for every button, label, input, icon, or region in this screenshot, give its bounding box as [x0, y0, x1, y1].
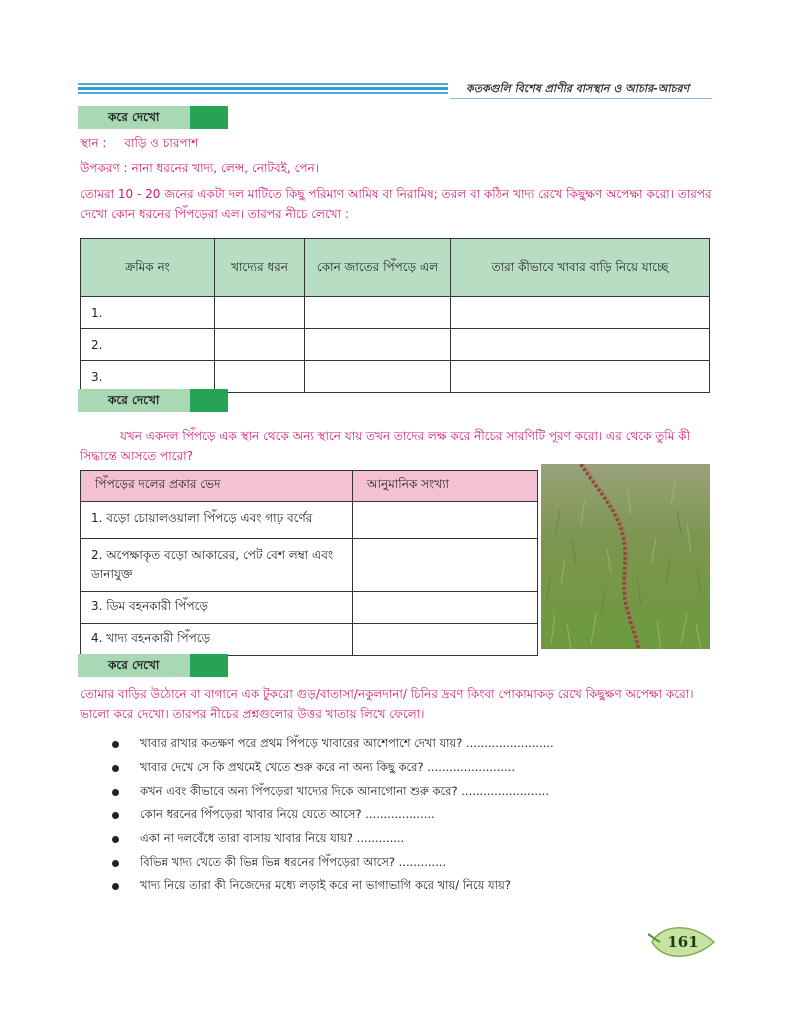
table-header-cell: ক্রমিক নং	[81, 239, 215, 297]
section-tag	[78, 654, 228, 677]
list-item: কখন এবং কীভাবে অন্য পিঁপড়েরা খাদ্যের দিকে আনাগোনা শুরু করে? ........................	[112, 780, 712, 804]
list-item: খাবার দেখে সে কি প্রথমেই খেতে শুরু করে না অন্য কিছু করে? ........................	[112, 757, 712, 781]
ant-group-table	[80, 470, 538, 656]
list-item: কোন ধরনের পিঁপড়েরা খাবার নিয়ে যেতে আসে? ...................	[112, 804, 712, 828]
list-item: খাদ্য নিয়ে তারা কী নিজেদের মধ্যে লড়াই করে না ভাগাভাগি করে খায়/ নিয়ে যায়?	[112, 875, 712, 899]
material-value: নানা ধরনের খাদ্য, লেন্স, নোটবই, পেন।	[131, 161, 319, 175]
section-tag-label: করে দেখো	[78, 654, 190, 677]
ant-trail-photo	[541, 464, 710, 649]
table-header-cell: পিঁপড়ের দলের প্রকার ভেদ	[81, 471, 353, 502]
ant-type-cell: 3. ডিম বহনকারী পিঁপড়ে	[81, 592, 353, 624]
row-number: 3.	[81, 361, 215, 393]
question-list	[112, 733, 712, 899]
blank-cell[interactable]	[305, 361, 451, 393]
section-tag	[78, 389, 228, 412]
table-row	[81, 624, 538, 656]
row-number: 1.	[81, 297, 215, 329]
food-ant-table	[80, 238, 710, 393]
bullet-icon	[112, 741, 119, 748]
header-rule	[78, 83, 448, 97]
table-row	[81, 329, 710, 361]
blank-cell[interactable]	[305, 297, 451, 329]
section-tag-accent	[190, 389, 228, 412]
table-header-row	[81, 471, 538, 502]
page-number: 161	[667, 933, 699, 951]
ant-type-cell: 4. খাদ্য বহনকারী পিঁপড়ে	[81, 624, 353, 656]
section-tag-label: করে দেখো	[78, 389, 190, 412]
table-row	[81, 361, 710, 393]
place-label: স্থান :	[80, 136, 107, 150]
section1-instruction: তোমরা 10 - 20 জনের একটা দল মাটিতে কিছু পরিমাণ আমিষ বা নিরামিষ; তরল বা কঠিন খাদ্য রেখে কিছুক্ষণ অপেক্ষা করো। তারপর দেখো কোন ধরনের পিঁপড়েরা এল। তারপর নীচে লেখো :	[80, 187, 712, 221]
table-header-cell: কোন জাতের পিঁপড়ে এল	[305, 239, 451, 297]
chapter-title: কতকগুলি বিশেষ প্রাণীর বাসস্থান ও আচার-আচরণ	[466, 82, 690, 95]
ant-type-cell: 1. বড়ো চোয়ালওয়ালা পিঁপড়ে এবং গাঢ় বর্ণের	[81, 502, 353, 539]
table-header-cell: খাদ্যের ধরন	[215, 239, 305, 297]
place-value: বাড়ি ও চারপাশ	[124, 136, 199, 150]
page-number-badge	[648, 920, 718, 964]
list-item: বিভিন্ন খাদ্য খেতে কী ভিন্ন ভিন্ন ধরনের পিঁপড়েরা আসে? .............	[112, 851, 712, 875]
material-label: উপকরণ :	[80, 161, 128, 175]
table-header-cell: আনুমানিক সংখ্যা	[353, 471, 538, 502]
bullet-icon	[112, 883, 119, 890]
blank-cell[interactable]	[353, 539, 538, 592]
bullet-icon	[112, 765, 119, 772]
table-header-cell: তারা কীভাবে খাবার বাড়ি নিয়ে যাচ্ছে	[451, 239, 710, 297]
bullet-icon	[112, 812, 119, 819]
blank-cell[interactable]	[215, 361, 305, 393]
blank-cell[interactable]	[451, 361, 710, 393]
bullet-icon	[112, 836, 119, 843]
blank-cell[interactable]	[305, 329, 451, 361]
section-tag	[78, 106, 228, 129]
list-item: খাবার রাখার কতক্ষণ পরে প্রথম পিঁপড়ে খাবারের আশেপাশে দেখা যায়? ........................	[112, 733, 712, 757]
section2-instruction: যখন একদল পিঁপড়ে এক স্থান থেকে অন্য স্থানে যায় তখন তাদের লক্ষ করে নীচের সারণিটি পূরণ করো। এর থেকে তুমি কী সিদ্ধান্তে আসতে পারো?	[80, 429, 691, 463]
list-item: একা না দলবেঁধে তারা বাসায় খাবার নিয়ে যায়? .............	[112, 828, 712, 852]
bullet-icon	[112, 789, 119, 796]
blank-cell[interactable]	[215, 329, 305, 361]
blank-cell[interactable]	[353, 592, 538, 624]
table-row	[81, 502, 538, 539]
section-tag-accent	[190, 654, 228, 677]
ant-type-cell: 2. অপেক্ষাকৃত বড়ো আকারের, পেট বেশ লম্বা এবং ডানাযুক্ত	[81, 539, 353, 592]
row-number: 2.	[81, 329, 215, 361]
section-tag-accent	[190, 106, 228, 129]
blank-cell[interactable]	[353, 502, 538, 539]
place-line	[80, 135, 198, 155]
material-line	[80, 160, 319, 180]
section-tag-label: করে দেখো	[78, 106, 190, 129]
blank-cell[interactable]	[353, 624, 538, 656]
table-row	[81, 297, 710, 329]
blank-cell[interactable]	[451, 297, 710, 329]
table-row	[81, 592, 538, 624]
bullet-icon	[112, 860, 119, 867]
table-row	[81, 539, 538, 592]
blank-cell[interactable]	[215, 297, 305, 329]
section3-instruction: তোমার বাড়ির উঠোনে বা বাগানে এক টুকরো গুড়/বাতাসা/নকুলদানা/ চিনির দ্রবণ কিংবা পোকামাকড় রেখে কিছুক্ষণ অপেক্ষা করো। ভালো করে দেখো। তারপর নীচের প্রশ্নগুলোর উত্তর খাতায় লিখে ফেলো।	[80, 687, 694, 721]
table-header-row	[81, 239, 710, 297]
blank-cell[interactable]	[451, 329, 710, 361]
